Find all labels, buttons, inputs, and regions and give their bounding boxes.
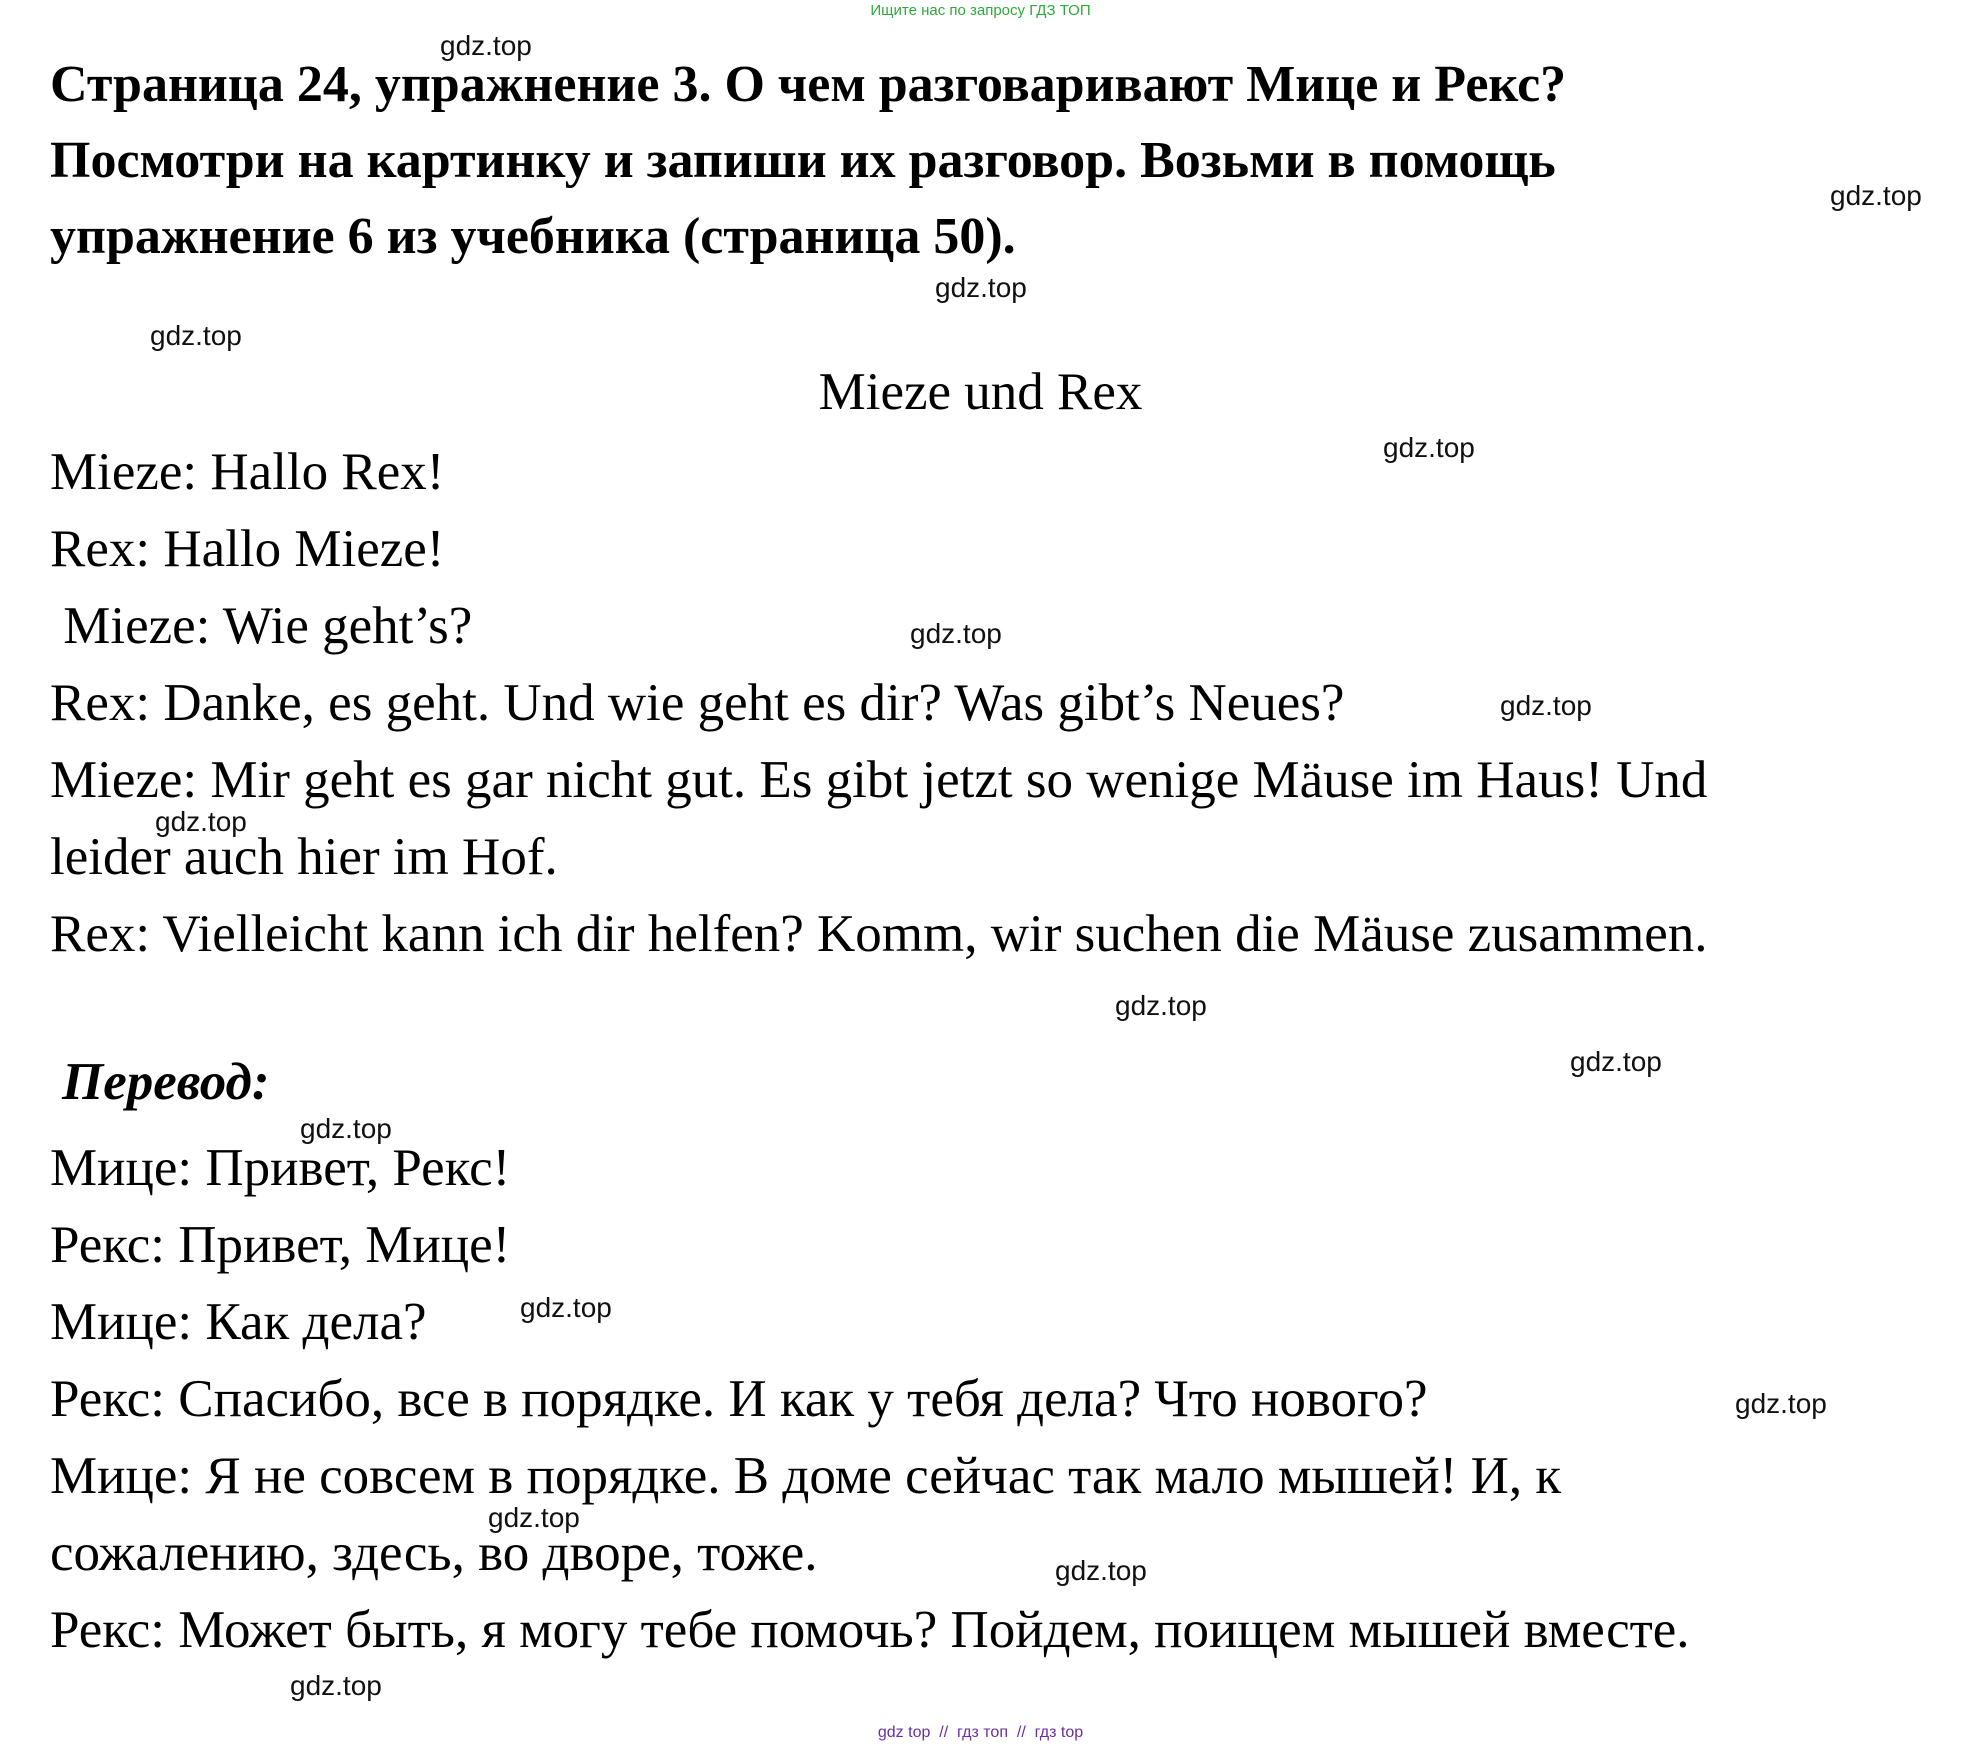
russian-line: Рекс: Может быть, я могу тебе помочь? Пойдем, поищем мышей вместе. — [50, 1601, 1690, 1659]
russian-line: Рекс: Привет, Мице! — [50, 1216, 511, 1274]
german-line: Rex: Hallo Mieze! — [50, 520, 445, 578]
watermark: gdz.top — [1500, 690, 1592, 721]
german-line: leider auch hier im Hof. — [50, 828, 558, 886]
dialogue-title: Mieze und Rex — [818, 363, 1143, 421]
watermark: gdz.top — [488, 1502, 580, 1533]
german-line: Rex: Danke, es geht. Und wie geht es dir? Was gibt’s Neues? — [50, 674, 1345, 732]
russian-line: Мице: Как дела? — [50, 1293, 427, 1351]
watermark: gdz.top — [910, 618, 1002, 649]
watermark: gdz.top — [300, 1113, 392, 1144]
heading-line: упражнение 6 из учебника (страница 50). — [50, 208, 1016, 265]
watermark: gdz.top — [150, 320, 242, 351]
watermark: gdz.top — [440, 30, 532, 61]
russian-line: Мице: Привет, Рекс! — [50, 1139, 511, 1197]
watermark: gdz.top — [290, 1670, 382, 1701]
watermark: gdz.top — [155, 806, 247, 837]
watermark: gdz.top — [935, 272, 1027, 303]
german-line: Rex: Vielleicht kann ich dir helfen? Komm, wir suchen die Mäuse zusammen. — [50, 905, 1708, 963]
german-line: Mieze: Mir geht es gar nicht gut. Es gibt jetzt so wenige Mäuse im Haus! Und — [50, 751, 1708, 809]
watermark: gdz.top — [520, 1292, 612, 1323]
heading-line: Посмотри на картинку и запиши их разговор. Возьми в помощь — [50, 132, 1556, 189]
watermark: gdz.top — [1383, 432, 1475, 463]
german-line: Mieze: Hallo Rex! — [50, 443, 445, 501]
watermark: gdz.top — [1735, 1388, 1827, 1419]
russian-line: Мице: Я не совсем в порядке. В доме сейчас так мало мышей! И, к — [50, 1447, 1562, 1505]
watermark: gdz.top — [1115, 990, 1207, 1021]
footer: gdz top // гдз топ // гдз top — [877, 1724, 1084, 1741]
exercise-heading — [50, 47, 1930, 275]
russian-line: Рекс: Спасибо, все в порядке. И как у тебя дела? Что нового? — [50, 1370, 1428, 1428]
heading-line: Страница 24, упражнение 3. О чем разговаривают Мице и Рекс? — [50, 56, 1567, 113]
top-banner: Ищите нас по запросу ГДЗ ТОП — [870, 2, 1091, 19]
watermark: gdz.top — [1570, 1046, 1662, 1077]
watermark: gdz.top — [1830, 180, 1922, 211]
watermark: gdz.top — [1055, 1555, 1147, 1586]
german-line: Mieze: Wie geht’s? — [50, 597, 473, 655]
translation-label: Перевод: — [62, 1053, 270, 1111]
russian-line: сожалению, здесь, во дворе, тоже. — [50, 1524, 818, 1582]
